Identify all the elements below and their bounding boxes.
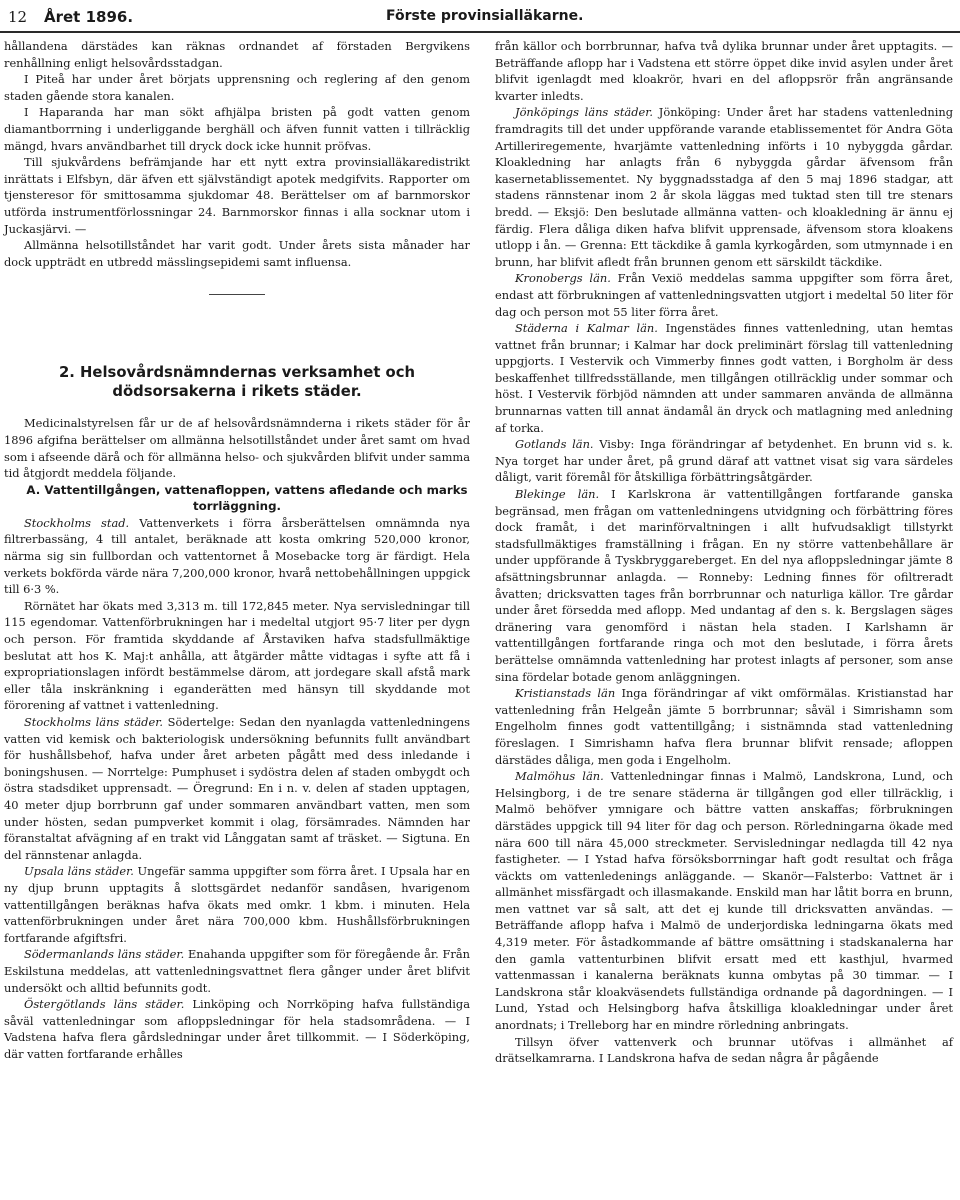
paragraph	[495, 270, 953, 320]
chapter-heading-line: dödsorsakerna i rikets städer.	[112, 383, 362, 401]
paragraph	[495, 104, 953, 270]
paragraph-lead: Städerna i Kalmar län.	[515, 321, 658, 336]
paragraph-body: Visby: Inga förändringar af betydenhet. En brunn vid s. k. Nya torget har under året, på grund däraf att vattnet visat sig vara särdeles dåligt, varit föremål för åtskilliga förbättringsåtgärder.	[495, 437, 953, 485]
paragraph	[4, 863, 470, 946]
paragraph-body: Ungefär samma uppgifter som förra året. I Upsala har en ny djup brunn upptagits å slottsgärdet nedanför sandåsen, hvarigenom vattentillgången beräknas hafva ökats med omkr. 1 kbm. i minuten. Hela vattenförbrukningen under året nära 700,000 kbm. Hushållsförbrukningen fortfarande afgiftsfri.	[4, 864, 470, 945]
paragraph-body: Södertelge: Sedan den nyanlagda vattenledningens vatten vid kemisk och bakteriologisk undersökning befunnits fullt användbart för hushållsbehof, hafva under året arbeten pågått med dess inledande i boningshusen. — Norrtelge: Pumphuset i sydöstra delen af staden ombygdt och östra stadsdiket upprensadt. — Öregrund: En i n. v. delen af staden upptagen, 40 meter djup borrbrunn gaf under sommaren användbart vatten, men som under hösten, sedan pumpverket kommit i olag, försämrades. Nämnden har föranstaltat afvägning af en trakt vid Långgatan samt af träsket. — Sigtuna. En del rännstenar anlagda.	[4, 715, 471, 862]
paragraph	[4, 714, 470, 863]
subsection-heading: A. Vattentillgången, vattenafloppen, vattens afledande och marks torrläggning.	[26, 482, 468, 514]
paragraph: Tillsyn öfver vattenverk och brunnar utöfvas i allmänhet af drätselkamrarna. I Landskrona hafva de sedan några år pågående	[495, 1034, 953, 1066]
paragraph-body: Från Vexiö meddelas samma uppgifter som förra året, endast att förbrukningen af vattenledningsvatten utgjort i medeltal 50 liter för dag och person mot 55 liter förra året.	[495, 271, 954, 319]
paragraph: Till sjukvårdens befrämjande har ett nytt extra provinsialläkaredistrikt inrättats i Elfsbyn, där äfven ett självständigt apotek medgifvits. Rapporter om tjensteresor för smittosamma sjukdomar 48. Berättelser om af barnmorskor utförda instrumentförlossningar 24. Barnmorskor finnas i alla socknar utom i Juckasjärvi. —	[4, 155, 470, 236]
paragraph-lead: Stockholms läns städer.	[24, 715, 164, 729]
paragraph: från källor och borrbrunnar, hafva två dylika brunnar under året upptagits. — Beträffande aflopp har i Vadstena ett större öppet dike invid asylen under året blifvit igenlagdt med kloakrör, hvari en del afloppsrör från angränsande kvarter inledts.	[495, 39, 953, 103]
paragraph	[495, 436, 953, 486]
paragraph-lead: Blekinge län.	[515, 487, 600, 502]
paragraph: Medicinalstyrelsen får ur de af helsovårdsnämnderna i rikets städer för år 1896 afgifna berättelser om allmänna helsotillståndet under året samt om hvad som i afseende därå och för allmänna helso- och sjukvården blifvit under samma tid åtgjordt meddela följande.	[4, 416, 470, 481]
paragraph-lead: Jönköpings läns städer.	[515, 105, 654, 120]
paragraph: Allmänna helsotillståndet har varit godt. Under årets sista månader har dock uppträdt en utbredd mässlingsepidemi samt influensa.	[4, 238, 470, 269]
paragraph-lead: Upsala läns städer.	[24, 864, 134, 879]
paragraph: Rörnätet har ökats med 3,313 m. till 172,845 meter. Nya servisledningar till 115 egendomar. Vattenförbrukningen har i medeltal utgjort 95·7 liter per dygn och person. För framtida skyddande af Årstaviken hafva stadsfullmäktige beslutat att hos K. Maj:t anhålla, att åtgärder måtte vidtagas i syfte att få i expropriationslagen infördt bestämmelse därom, att jordegare skall afstå mark eller tåla inskränkning i eganderätten med hänsyn till skyddande mot förorening af vattnet i vattenledning.	[4, 598, 470, 713]
paragraph-body: Vattenledningar finnas i Malmö, Landskrona, Lund, och Helsingborg, i de tre senare städerna är tillgången god eller tillräcklig, i Malmö behöfver ymnigare och bättre vatten anskaffas; förbrukningen därstädes uppgick till 94 liter för dag och person. Rörledningarna ökade med nära 600 till nära 45,000 streckmeter. Servisledningar nedlagda till 42 nya fastigheter. — I Ystad hafva försöksborrningar haft godt resultat och fråga väckts om vattenledenings anläggande. — Skanör—Falsterbo: Vattnet är i allmänhet missfärgadt och illasmakande. Enskild man har låtit borra en brunn, men vattnet var så salt, att det ej kunde till dricksvatten användas. — Beträffande aflopp hafva i Malmö de underjordiska ledningarna ökats med 4,319 meter. För åstadkommande af bättre omsättning i stadskanalerna har den gamla vattenturbinen blifvit ersatt med ett kasthjul, hvarmed vattenmassan i kanalerna beräknats kunna ombytas på 30 timmar. — I Landskrona står kloakväsendets fullständiga ordnande på dagordningen. — I Lund, Ystad och Helsingborg hafva åtskilliga kloakledningar under året anordnats; i Trelleborg har en mindre rörledning anbringats.	[495, 769, 953, 1033]
paragraph-body: Inga förändringar af vikt omförmälas. Kristianstad har vattenledning från Helgeån jämte 5 borrbrunnar; såväl i Simrishamn som Engelholm finnes godt vattentillgång; i sistnämnda stad vattenledning föreslagen. I Simrishamn hafva flera brunnar blifvit rensade; afloppen därstädes dåliga, men goda i Engelholm.	[495, 686, 953, 767]
right-column	[495, 38, 953, 1067]
paragraph-body: Jönköping: Under året har stadens vattenledning framdragits till det under uppförande varande etablissementet för Andra Göta Artilleriregemente, hvarjämte vattenledning införts i 10 nybyggda gårdar. Kloakledning har anlagts från 6 nybyggda gårdar äfvensom från kasernetablissementet. Ny byggnadsstadga af den 5 maj 1896 stadgar, att stadens rännstenar inom 2 år skola läggas med tuktad sten till tre stenars bredd. — Eksjö: Den beslutade allmänna vatten- och kloakledning är ännu ej färdig. Flera dåliga diken hafva blifvit upprensade, äfvensom stora kloakens utlopp i ån. — Grenna: Ett täckdike å gamla kyrkogården, som utmynnade i en brunn, har blifvit afledt från brunnen genom ett särskildt täckdike.	[495, 105, 953, 269]
paragraph-body: Linköping och Norrköping hafva fullständiga såväl vattenledningar som afloppsledningar för hela stadsområdena. — I Vadstena hafva flera gårdsledningar under året tillkommit. — I Söderköping, där vatten fortfarande erhålles	[4, 997, 470, 1061]
paragraph-body: Ingenstädes finnes vattenledning, utan hemtas vattnet från brunnar; i Kalmar har dock preliminärt förslag till vattenledning uppgjorts. I Vestervik och Vimmerby finnes godt vatten, i Borgholm är dess beskaffenhet tillfredsställande, men tillgången otillräcklig under sommar och höst. I Vestervik förbjöd nämnden att under sammaren använda de allmänna brunnarnas vatten till annat ändamål än dryck och matlagning med anledning af torka.	[495, 321, 954, 435]
paragraph	[495, 486, 953, 685]
section-divider	[209, 294, 265, 295]
running-head-section: Förste provinsialläkarne.	[386, 8, 584, 24]
paragraph: hållandena därstädes kan räknas ordnandet af förstaden Bergvikens renhållning enligt helsovårdsstadgan.	[4, 39, 470, 70]
paragraph-lead: Stockholms stad.	[24, 515, 130, 530]
paragraph: I Haparanda har man sökt afhjälpa bristen på godt vatten genom diamantborrning i underliggande berghäll och äfven funnit vatten i tillräcklig mängd, hvars användbarhet till dryck dock icke hunnit pröfvas.	[4, 105, 470, 153]
left-column	[4, 38, 470, 1062]
paragraph-lead: Malmöhus län.	[515, 769, 604, 784]
paragraph	[4, 515, 470, 598]
paragraph: I Piteå har under året börjats upprensning och reglering af den genom staden gående stora kanalen.	[4, 72, 470, 103]
paragraph	[495, 685, 953, 768]
paragraph-lead: Östergötlands läns städer.	[24, 997, 185, 1012]
running-head-year: Året 1896.	[44, 8, 134, 26]
paragraph-lead: Kronobergs län.	[515, 271, 611, 286]
paragraph-body: Enahanda uppgifter som för föregående år. Från Eskilstuna meddelas, att vattenledningsvattnet flera gånger under året blifvit undersökt och alltid befunnits godt.	[4, 947, 470, 995]
paragraph	[495, 320, 953, 436]
paragraph	[4, 996, 470, 1062]
paragraph	[495, 768, 953, 1034]
paragraph	[4, 946, 470, 996]
page-header	[4, 8, 956, 30]
chapter-heading	[4, 363, 470, 401]
chapter-heading-line: 2. Helsovårdsnämndernas verksamhet och	[58, 364, 416, 382]
paragraph-lead: Gotlands län.	[515, 437, 594, 452]
paragraph-body: I Karlskrona är vattentillgången fortfarande ganska begränsad, men frågan om vattenledningens utvidgning och förbättring föres dock framåt, i det marinförvaltningen i allt hufvudsakligt tillstyrkt stadsfullmäktiges framställning i frågan. En ny större vattenbehållare är under uppförande å Tyskbryggareberget. En del nya afloppsledningar jämte 8 afsättningsbrunnar anlagda. — Ronneby: Ledning finnes för ofiltreradt åvatten; dricksvatten tages från borrbrunnar och naturliga källor. Tre gårdar under året försedda med aflopp. Med undantag af den s. k. Bergslagen säges dränering vara genomförd i nästan hela staden. I Karlshamn är vattentillgången fortfarande ringa och mot den beslutade, i förra årets berättelse omnämnda vattenledning har protest inlagts af personer, som anse sina fördelar botade genom anläggningen.	[495, 487, 953, 684]
paragraph-lead: Södermanlands läns städer.	[24, 947, 185, 962]
header-rule	[0, 31, 960, 33]
paragraph-body: Vattenverkets i förra årsberättelsen omnämnda nya filtrerbassäng, 4 till antalet, beräknade att kosta omkring 520,000 kronor, närma sig sin fullbordan och vattentornet å Mosebacke torg är färdigt. Hela verkets bokförda värde nära 7,200,000 kronor, hvarå nettobehållningen uppgick till 6·3 %.	[4, 515, 470, 597]
paragraph-lead: Kristianstads län	[515, 686, 616, 701]
page-number: 12	[8, 8, 28, 26]
